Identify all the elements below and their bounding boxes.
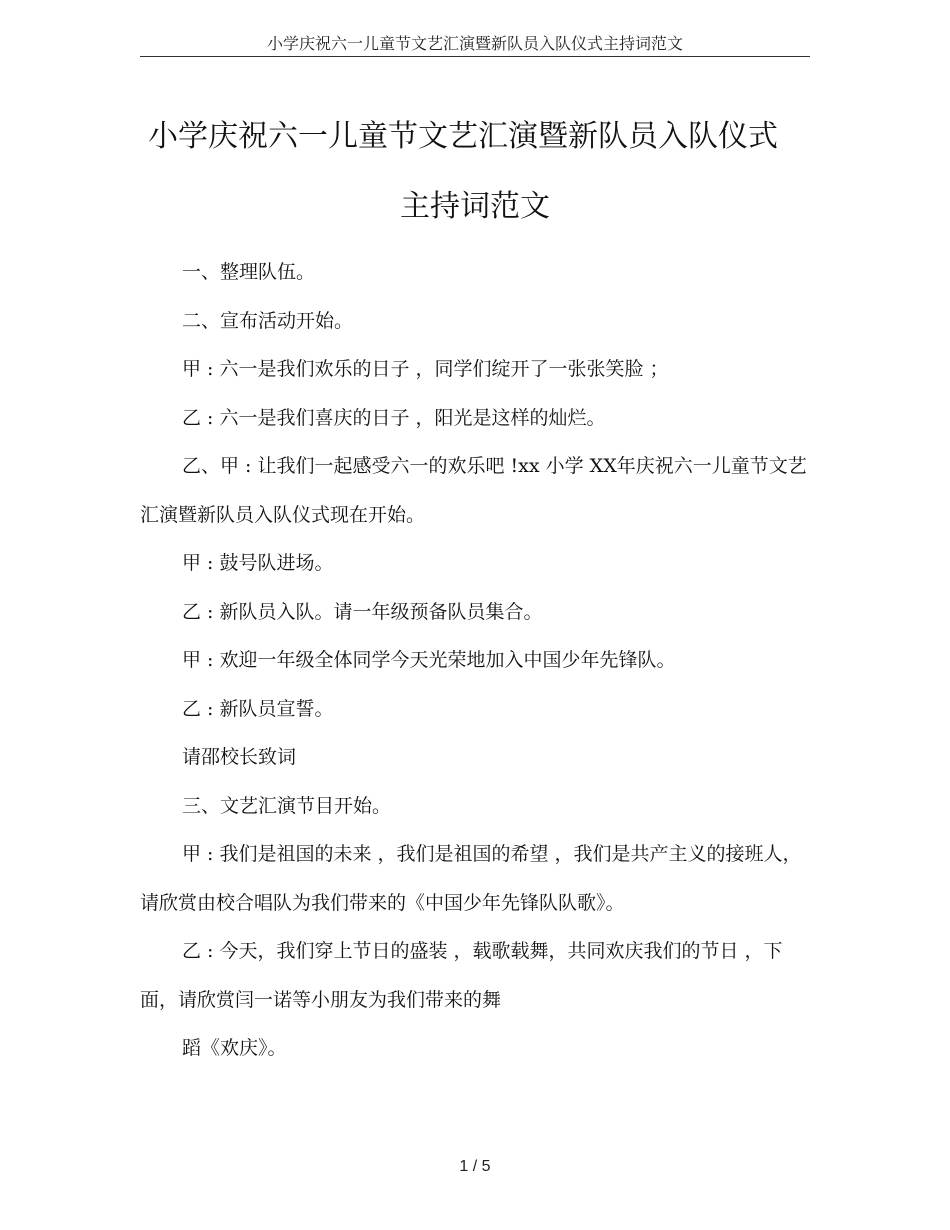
paragraph-11: 三、文艺汇演节目开始。 bbox=[182, 794, 392, 817]
paragraph-4: 乙 : 六一是我们喜庆的日子 ，阳光是这样的灿烂。 bbox=[182, 406, 606, 429]
paragraph-10: 请邵校长致词 bbox=[182, 746, 297, 768]
paragraph-2: 二、宣布活动开始。 bbox=[182, 309, 354, 332]
document-body bbox=[140, 248, 808, 1073]
paragraph-9: 乙 : 新队员宣誓。 bbox=[182, 697, 334, 720]
paragraph-14: 蹈《欢庆》。 bbox=[182, 1037, 287, 1059]
paragraph-3: 甲 : 六一是我们欢乐的日子 ，同学们绽开了一张张笑脸 ； bbox=[182, 358, 669, 380]
document-title-line-1: 小学庆祝六一儿童节文艺汇演暨新队员入队仪式 bbox=[148, 119, 778, 154]
paragraph-5: 乙、甲 : 让我们一起感受六一的欢乐吧 !xx 小学 XX年庆祝六一儿童节文艺汇演暨新队员入队仪式现在开始。 bbox=[140, 455, 807, 526]
paragraph-7: 乙 : 新队员入队。请一年级预备队员集合。 bbox=[182, 600, 543, 623]
running-header: 小学庆祝六一儿童节文艺汇演暨新队员入队仪式主持词范文 bbox=[266, 34, 683, 53]
page-number: 1 / 5 bbox=[459, 1158, 491, 1175]
paragraph-6: 甲 : 鼓号队进场。 bbox=[182, 552, 334, 574]
header-divider bbox=[140, 56, 810, 57]
paragraph-8: 甲 : 欢迎一年级全体同学今天光荣地加入中国少年先锋队。 bbox=[182, 649, 676, 671]
paragraph-13: 乙 : 今天，我们穿上节日的盛装 ，载歌载舞，共同欢庆我们的节日 ，下面，请欣赏闫一诺等小朋友为我们带来的舞 bbox=[140, 940, 783, 1011]
document-title-line-2: 主持词范文 bbox=[400, 189, 550, 224]
paragraph-12: 甲 : 我们是祖国的未来 ，我们是祖国的希望 ，我们是共产主义的接班人，请欣赏由校合唱队为我们带来的《中国少年先锋队队歌》。 bbox=[140, 843, 802, 914]
paragraph-1: 一、整理队伍。 bbox=[182, 261, 316, 283]
